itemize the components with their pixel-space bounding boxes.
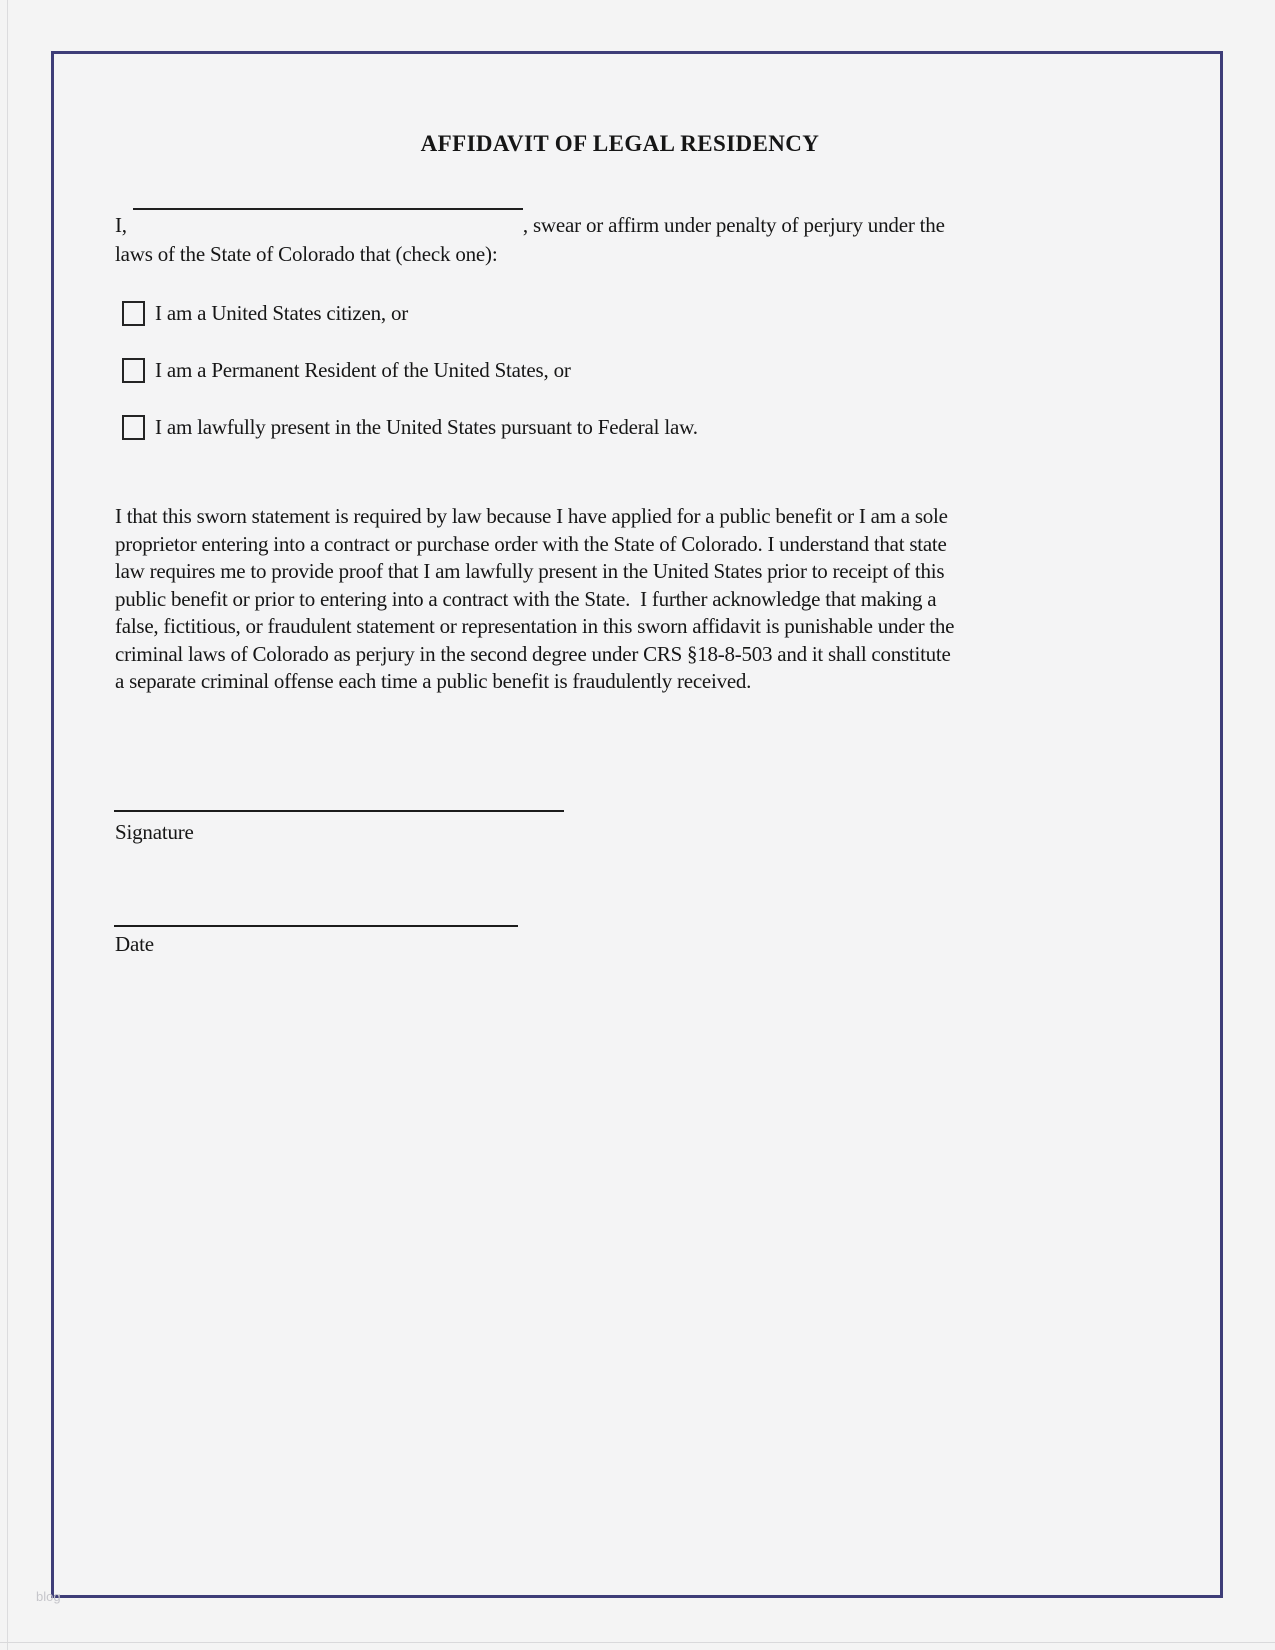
- statement-line: I that this sworn statement is required by law because I have applied for a public benefit or I am a sole: [115, 504, 948, 528]
- statement-line: false, fictitious, or fraudulent statement or representation in this sworn affidavit is punishable under the: [115, 614, 955, 638]
- intro-paragraph: [115, 211, 1125, 268]
- statement-line: public benefit or prior to entering into a contract with the State. I further acknowledge that making a: [115, 586, 937, 611]
- document-border: [51, 51, 1223, 1598]
- option-row-permanent-resident: [122, 357, 571, 383]
- statement-line: criminal laws of Colorado as perjury in the second degree under CRS §18-8-503 and it shall constitute: [115, 641, 951, 666]
- statement-line: proprietor entering into a contract or purchase order with the State of Colorado. I understand that state: [115, 531, 947, 556]
- document-title: AFFIDAVIT OF LEGAL RESIDENCY: [420, 131, 820, 156]
- date-field[interactable]: [114, 925, 518, 927]
- option-label-permanent-resident: I am a Permanent Resident of the United States, or: [155, 357, 571, 382]
- sworn-statement-paragraph: [115, 503, 1145, 696]
- signature-label: Signature: [115, 820, 194, 844]
- option-label-lawfully-present: I am lawfully present in the United States pursuant to Federal law.: [155, 414, 698, 439]
- checkbox-permanent-resident[interactable]: [122, 358, 145, 383]
- affiant-name-blank-field[interactable]: [133, 207, 523, 210]
- intro-line-1: [115, 211, 1125, 240]
- date-label: Date: [115, 932, 154, 956]
- watermark: blog: [36, 1589, 61, 1604]
- intro-after-blank: , swear or affirm under penalty of perjury under the: [522, 213, 945, 237]
- checkbox-us-citizen[interactable]: [122, 301, 145, 326]
- intro-line-2: laws of the State of Colorado that (check one):: [115, 241, 498, 266]
- signature-field[interactable]: [114, 810, 564, 812]
- page-edge-shadow-left: [7, 0, 8, 1650]
- option-row-lawfully-present: [122, 414, 698, 440]
- page-edge-shadow-bottom: [0, 1642, 1275, 1643]
- intro-prefix: I,: [115, 213, 127, 237]
- option-label-us-citizen: I am a United States citizen, or: [155, 300, 409, 325]
- option-row-us-citizen: [122, 300, 408, 326]
- statement-line: law requires me to provide proof that I am lawfully present in the United States prior to receipt of this: [115, 559, 945, 583]
- statement-line: a separate criminal offense each time a public benefit is fraudulently received.: [115, 669, 752, 693]
- checkbox-lawfully-present[interactable]: [122, 415, 145, 440]
